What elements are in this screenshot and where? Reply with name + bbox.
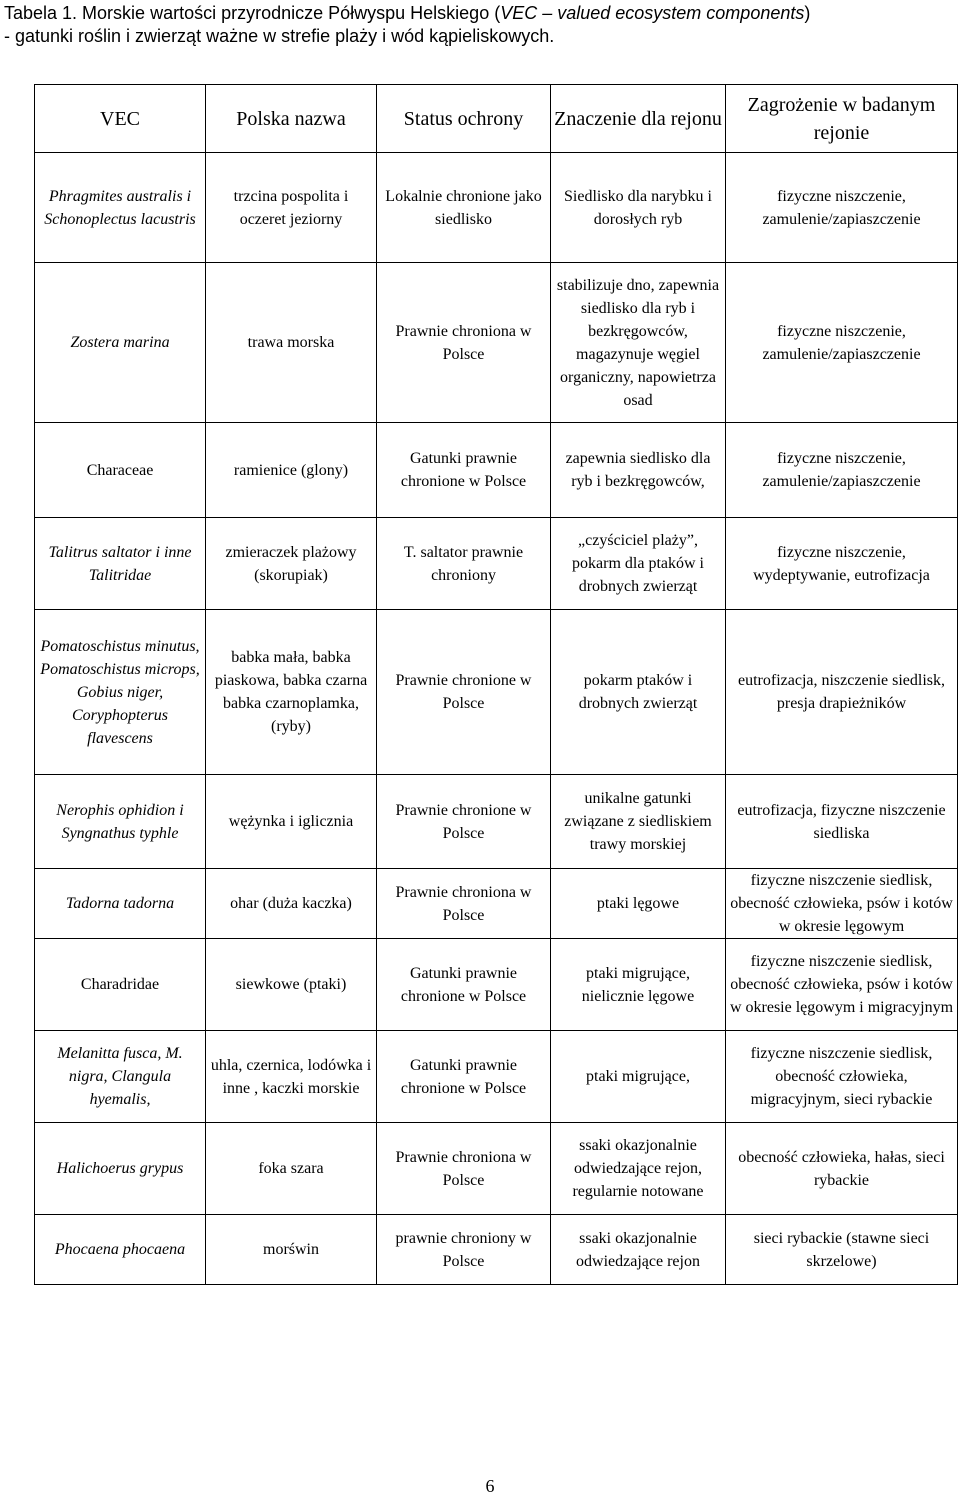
vec-cell: Talitrus saltator i inne Talitridae [35,518,206,610]
threat-cell: fizyczne niszczenie, zamulenie/zapiaszczenie [726,263,958,423]
vec-cell: Pomatoschistus minutus, Pomatoschistus microps, Gobius niger, Coryphopterus flavescens [35,610,206,775]
importance-cell: ssaki okazjonalnie odwiedzające rejon [551,1215,726,1285]
vec-cell: Characeae [35,423,206,518]
polish-name-cell: babka mała, babka piaskowa, babka czarna babka czarnoplamka, (ryby) [206,610,377,775]
importance-cell: pokarm ptaków i drobnych zwierząt [551,610,726,775]
table-row [35,939,958,1031]
table-row [35,423,958,518]
polish-name-cell: uhla, czernica, lodówka i inne , kaczki morskie [206,1031,377,1123]
status-cell: prawnie chroniony w Polsce [377,1215,551,1285]
header-status: Status ochrony [377,85,551,153]
table-row [35,263,958,423]
threat-cell: fizyczne niszczenie siedlisk, obecność człowieka, psów i kotów w okresie lęgowym i migracyjnym [726,939,958,1031]
status-cell: Gatunki prawnie chronione w Polsce [377,423,551,518]
threat-cell: fizyczne niszczenie, zamulenie/zapiaszczenie [726,153,958,263]
table-row [35,610,958,775]
polish-name-cell: wężynka i iglicznia [206,775,377,869]
importance-cell: unikalne gatunki związane z siedliskiem trawy morskiej [551,775,726,869]
status-cell: Prawnie chronione w Polsce [377,775,551,869]
table-row [35,518,958,610]
caption-line2: - gatunki roślin i zwierząt ważne w strefie plaży i wód kąpieliskowych. [4,26,555,46]
header-importance: Znaczenie dla rejonu [551,85,726,153]
status-cell: Prawnie chroniona w Polsce [377,869,551,939]
page-number: 6 [485,1476,495,1496]
importance-cell: ssaki okazjonalnie odwiedzające rejon, regularnie notowane [551,1123,726,1215]
vec-cell: Zostera marina [35,263,206,423]
table-row [35,153,958,263]
vec-cell: Tadorna tadorna [35,869,206,939]
header-vec: VEC [35,85,206,153]
table-row [35,1123,958,1215]
status-cell: T. saltator prawnie chroniony [377,518,551,610]
vec-cell: Halichoerus grypus [35,1123,206,1215]
table-row [35,869,958,939]
importance-cell: „czyściciel plaży”, pokarm dla ptaków i drobnych zwierząt [551,518,726,610]
table-row [35,1215,958,1285]
importance-cell: ptaki migrujące, [551,1031,726,1123]
vec-cell: Nerophis ophidion i Syngnathus typhle [35,775,206,869]
caption-part2: VEC – valued ecosystem components [500,3,805,23]
vec-cell: Phocaena phocaena [35,1215,206,1285]
vec-cell: Melanitta fusca, M. nigra, Clangula hyemalis, [35,1031,206,1123]
status-cell: Prawnie chroniona w Polsce [377,1123,551,1215]
header-polish-name: Polska nazwa [206,85,377,153]
threat-cell: fizyczne niszczenie siedlisk, obecność człowieka, psów i kotów w okresie lęgowym [726,869,958,939]
threat-cell: eutrofizacja, fizyczne niszczenie siedliska [726,775,958,869]
polish-name-cell: trawa morska [206,263,377,423]
status-cell: Gatunki prawnie chronione w Polsce [377,939,551,1031]
vec-cell: Phragmites australis i Schonoplectus lacustris [35,153,206,263]
threat-cell: fizyczne niszczenie, zamulenie/zapiaszczenie [726,423,958,518]
vec-cell: Charadridae [35,939,206,1031]
vec-table [34,84,958,1285]
threat-cell: eutrofizacja, niszczenie siedlisk, presja drapieżników [726,610,958,775]
importance-cell: zapewnia siedlisko dla ryb i bezkręgowców, [551,423,726,518]
status-cell: Prawnie chronione w Polsce [377,610,551,775]
status-cell: Gatunki prawnie chronione w Polsce [377,1031,551,1123]
caption-part3: ) [804,3,811,23]
table-caption [4,2,954,48]
header-row [35,85,958,153]
importance-cell: Siedlisko dla narybku i dorosłych ryb [551,153,726,263]
table-row [35,775,958,869]
importance-cell: ptaki migrujące, nielicznie lęgowe [551,939,726,1031]
polish-name-cell: foka szara [206,1123,377,1215]
table-row [35,1031,958,1123]
polish-name-cell: siewkowe (ptaki) [206,939,377,1031]
threat-cell: obecność człowieka, hałas, sieci rybackie [726,1123,958,1215]
threat-cell: fizyczne niszczenie, wydeptywanie, eutrofizacja [726,518,958,610]
importance-cell: ptaki lęgowe [551,869,726,939]
polish-name-cell: ohar (duża kaczka) [206,869,377,939]
header-threat: Zagrożenie w badanym rejonie [726,85,958,153]
threat-cell: fizyczne niszczenie siedlisk, obecność człowieka, migracyjnym, sieci rybackie [726,1031,958,1123]
polish-name-cell: trzcina pospolita i oczeret jeziorny [206,153,377,263]
status-cell: Lokalnie chronione jako siedlisko [377,153,551,263]
polish-name-cell: morświn [206,1215,377,1285]
polish-name-cell: ramienice (glony) [206,423,377,518]
caption-part1: Tabela 1. Morskie wartości przyrodnicze Półwyspu Helskiego ( [4,3,501,23]
threat-cell: sieci rybackie (stawne sieci skrzelowe) [726,1215,958,1285]
importance-cell: stabilizuje dno, zapewnia siedlisko dla ryb i bezkręgowców, magazynuje węgiel organiczny, napowietrza osad [551,263,726,423]
polish-name-cell: zmieraczek plażowy (skorupiak) [206,518,377,610]
status-cell: Prawnie chroniona w Polsce [377,263,551,423]
